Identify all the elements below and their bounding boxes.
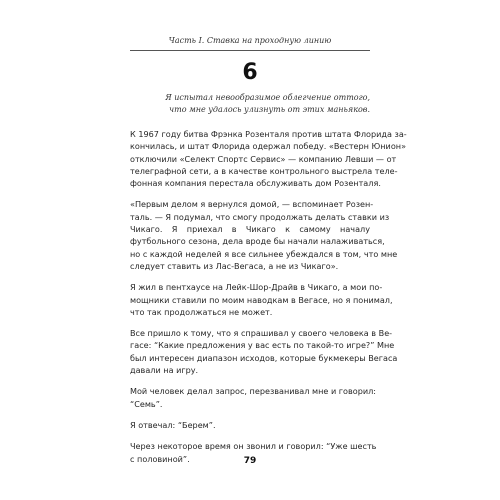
text-line: футбольного сезона, дела вроде бы начали налаживаться, bbox=[130, 236, 385, 247]
epigraph-line: Я испытал невообразимое облегчение оттого, bbox=[165, 93, 370, 102]
text-line: Через некоторое время он звонил и говорил: “Уже шесть bbox=[130, 441, 377, 452]
paragraph bbox=[130, 198, 398, 272]
text-line: гасе: “Какие предложения у вас есть по такой-то игре?” Мне bbox=[130, 340, 395, 351]
paragraph bbox=[130, 281, 393, 318]
page-number: 79 bbox=[243, 456, 257, 466]
text-line: отключили «Селект Спортс Сервис» — компанию Левши — от bbox=[130, 153, 397, 164]
paragraph bbox=[130, 327, 398, 376]
text-line: телеграфной сети, а в качестве контрольного выстрела теле- bbox=[130, 165, 398, 176]
text-line: «Первым делом я вернулся домой, — вспоминает Розен- bbox=[130, 199, 374, 210]
text-line: Чикаго. Я приехал в Чикаго к самому началу bbox=[130, 224, 370, 235]
epigraph-line: что мне удалось улизнуть от этих маньяков. bbox=[169, 105, 370, 114]
text-line: следует ставить из Лас-Вегаса, а не из Чикаго». bbox=[130, 260, 339, 271]
epigraph bbox=[130, 92, 370, 116]
body-text bbox=[130, 128, 407, 474]
text-line: что так продолжаться не может. bbox=[130, 306, 273, 317]
running-header: Часть I. Ставка на проходную линию bbox=[168, 36, 332, 45]
header-rule bbox=[130, 50, 370, 51]
text-line: кончилась, и штат Флорида одержал победу. «Вестерн Юнион» bbox=[130, 141, 407, 152]
text-line: с половиной”. bbox=[130, 453, 190, 464]
text-line: был интересен диапазон исходов, которые букмекеры Вегаса bbox=[130, 352, 398, 363]
text-line: К 1967 году битва Фрэнка Розенталя против штата Флорида за- bbox=[130, 129, 407, 139]
paragraph bbox=[130, 128, 407, 189]
text-line: “Семь”. bbox=[130, 398, 163, 409]
text-line: давали на игру. bbox=[130, 365, 199, 376]
text-line: таль. — Я подумал, что смогу продолжать делать ставки из bbox=[130, 211, 390, 222]
text-line: Я жил в пентхаусе на Лейк-Шор-Драйв в Чикаго, а мои по- bbox=[130, 282, 383, 293]
paragraph bbox=[130, 419, 370, 431]
text-line: Я отвечал: “Берем”. bbox=[130, 419, 216, 430]
paragraph bbox=[130, 385, 377, 410]
text-line: но с каждой неделей я все сильнее убеждался в том, что мне bbox=[130, 248, 398, 259]
chapter-number: 6 bbox=[242, 60, 258, 85]
text-line: Мой человек делал запрос, перезванивал мне и говорил: bbox=[130, 386, 377, 397]
text-line: Все пришло к тому, что я спрашивал у своего человека в Ве- bbox=[130, 328, 393, 339]
text-line: мощники ставили по моим наводкам в Вегасе, но я понимал, bbox=[130, 294, 393, 305]
text-line: фонная компания перестала обслуживать дом Розенталя. bbox=[130, 178, 381, 189]
